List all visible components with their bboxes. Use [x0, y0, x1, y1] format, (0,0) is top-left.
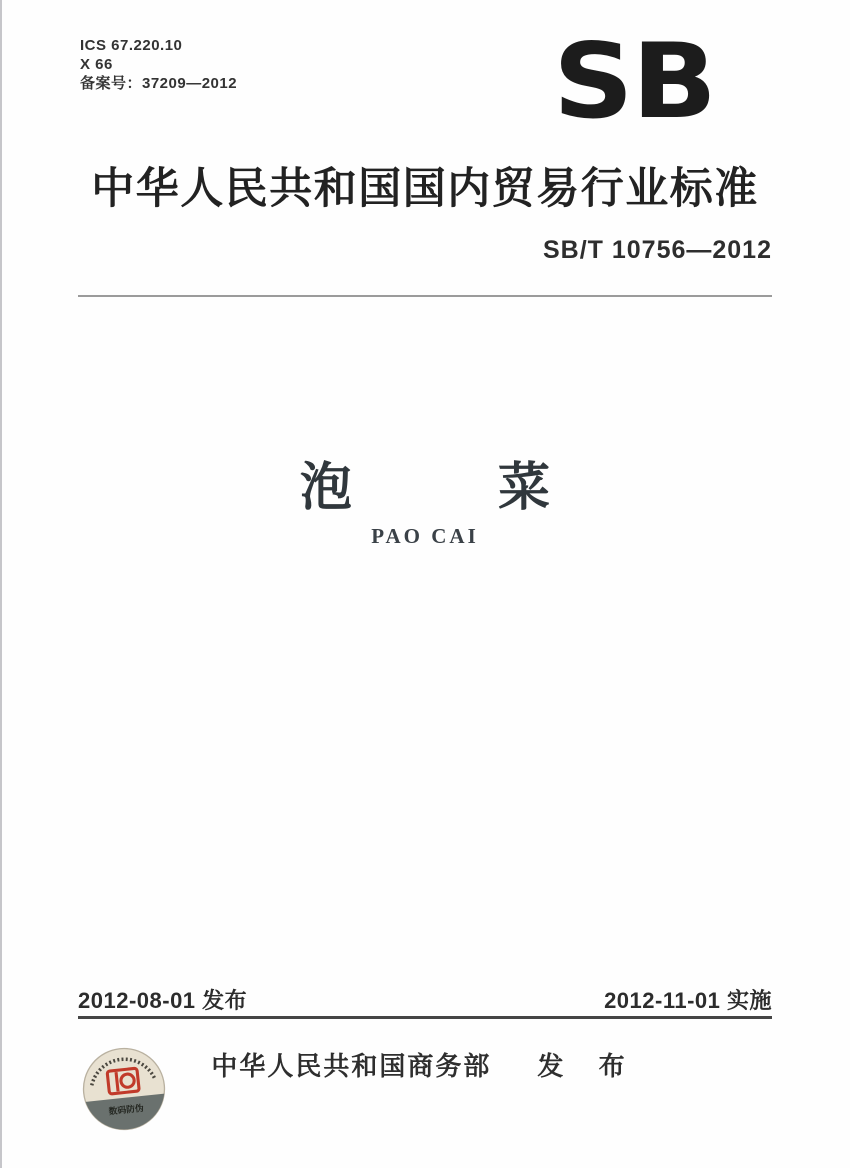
record-number: 备案号：37209—2012 [80, 75, 238, 92]
classification-code: X 66 [80, 56, 113, 73]
document-title [0, 445, 850, 520]
dates-row [78, 984, 772, 1015]
issue-date: 2012-08-01 发布 [78, 988, 248, 1013]
ics-code: ICS 67.220.10 [80, 37, 183, 54]
title-char-right: 菜 [498, 459, 551, 517]
footer-rule [78, 1016, 772, 1019]
ics-block [80, 36, 237, 93]
sb-logo: SB [552, 22, 715, 142]
implement-date: 2012-11-01 实施 [604, 988, 772, 1013]
seal-band-text: 数码防伪 [108, 1102, 145, 1117]
publisher-name: 中华人民共和国商务部 [211, 1051, 492, 1081]
title-pinyin: PAO CAI [371, 524, 479, 548]
anti-counterfeit-seal [80, 1045, 168, 1133]
org-title: 中华人民共和国国内贸易行业标准 [91, 165, 759, 213]
publish-label: 发 布 [537, 1051, 639, 1081]
title-char-left: 泡 [299, 459, 352, 517]
standard-number: SB/T 10756—2012 [542, 236, 772, 264]
header-rule [78, 295, 772, 297]
